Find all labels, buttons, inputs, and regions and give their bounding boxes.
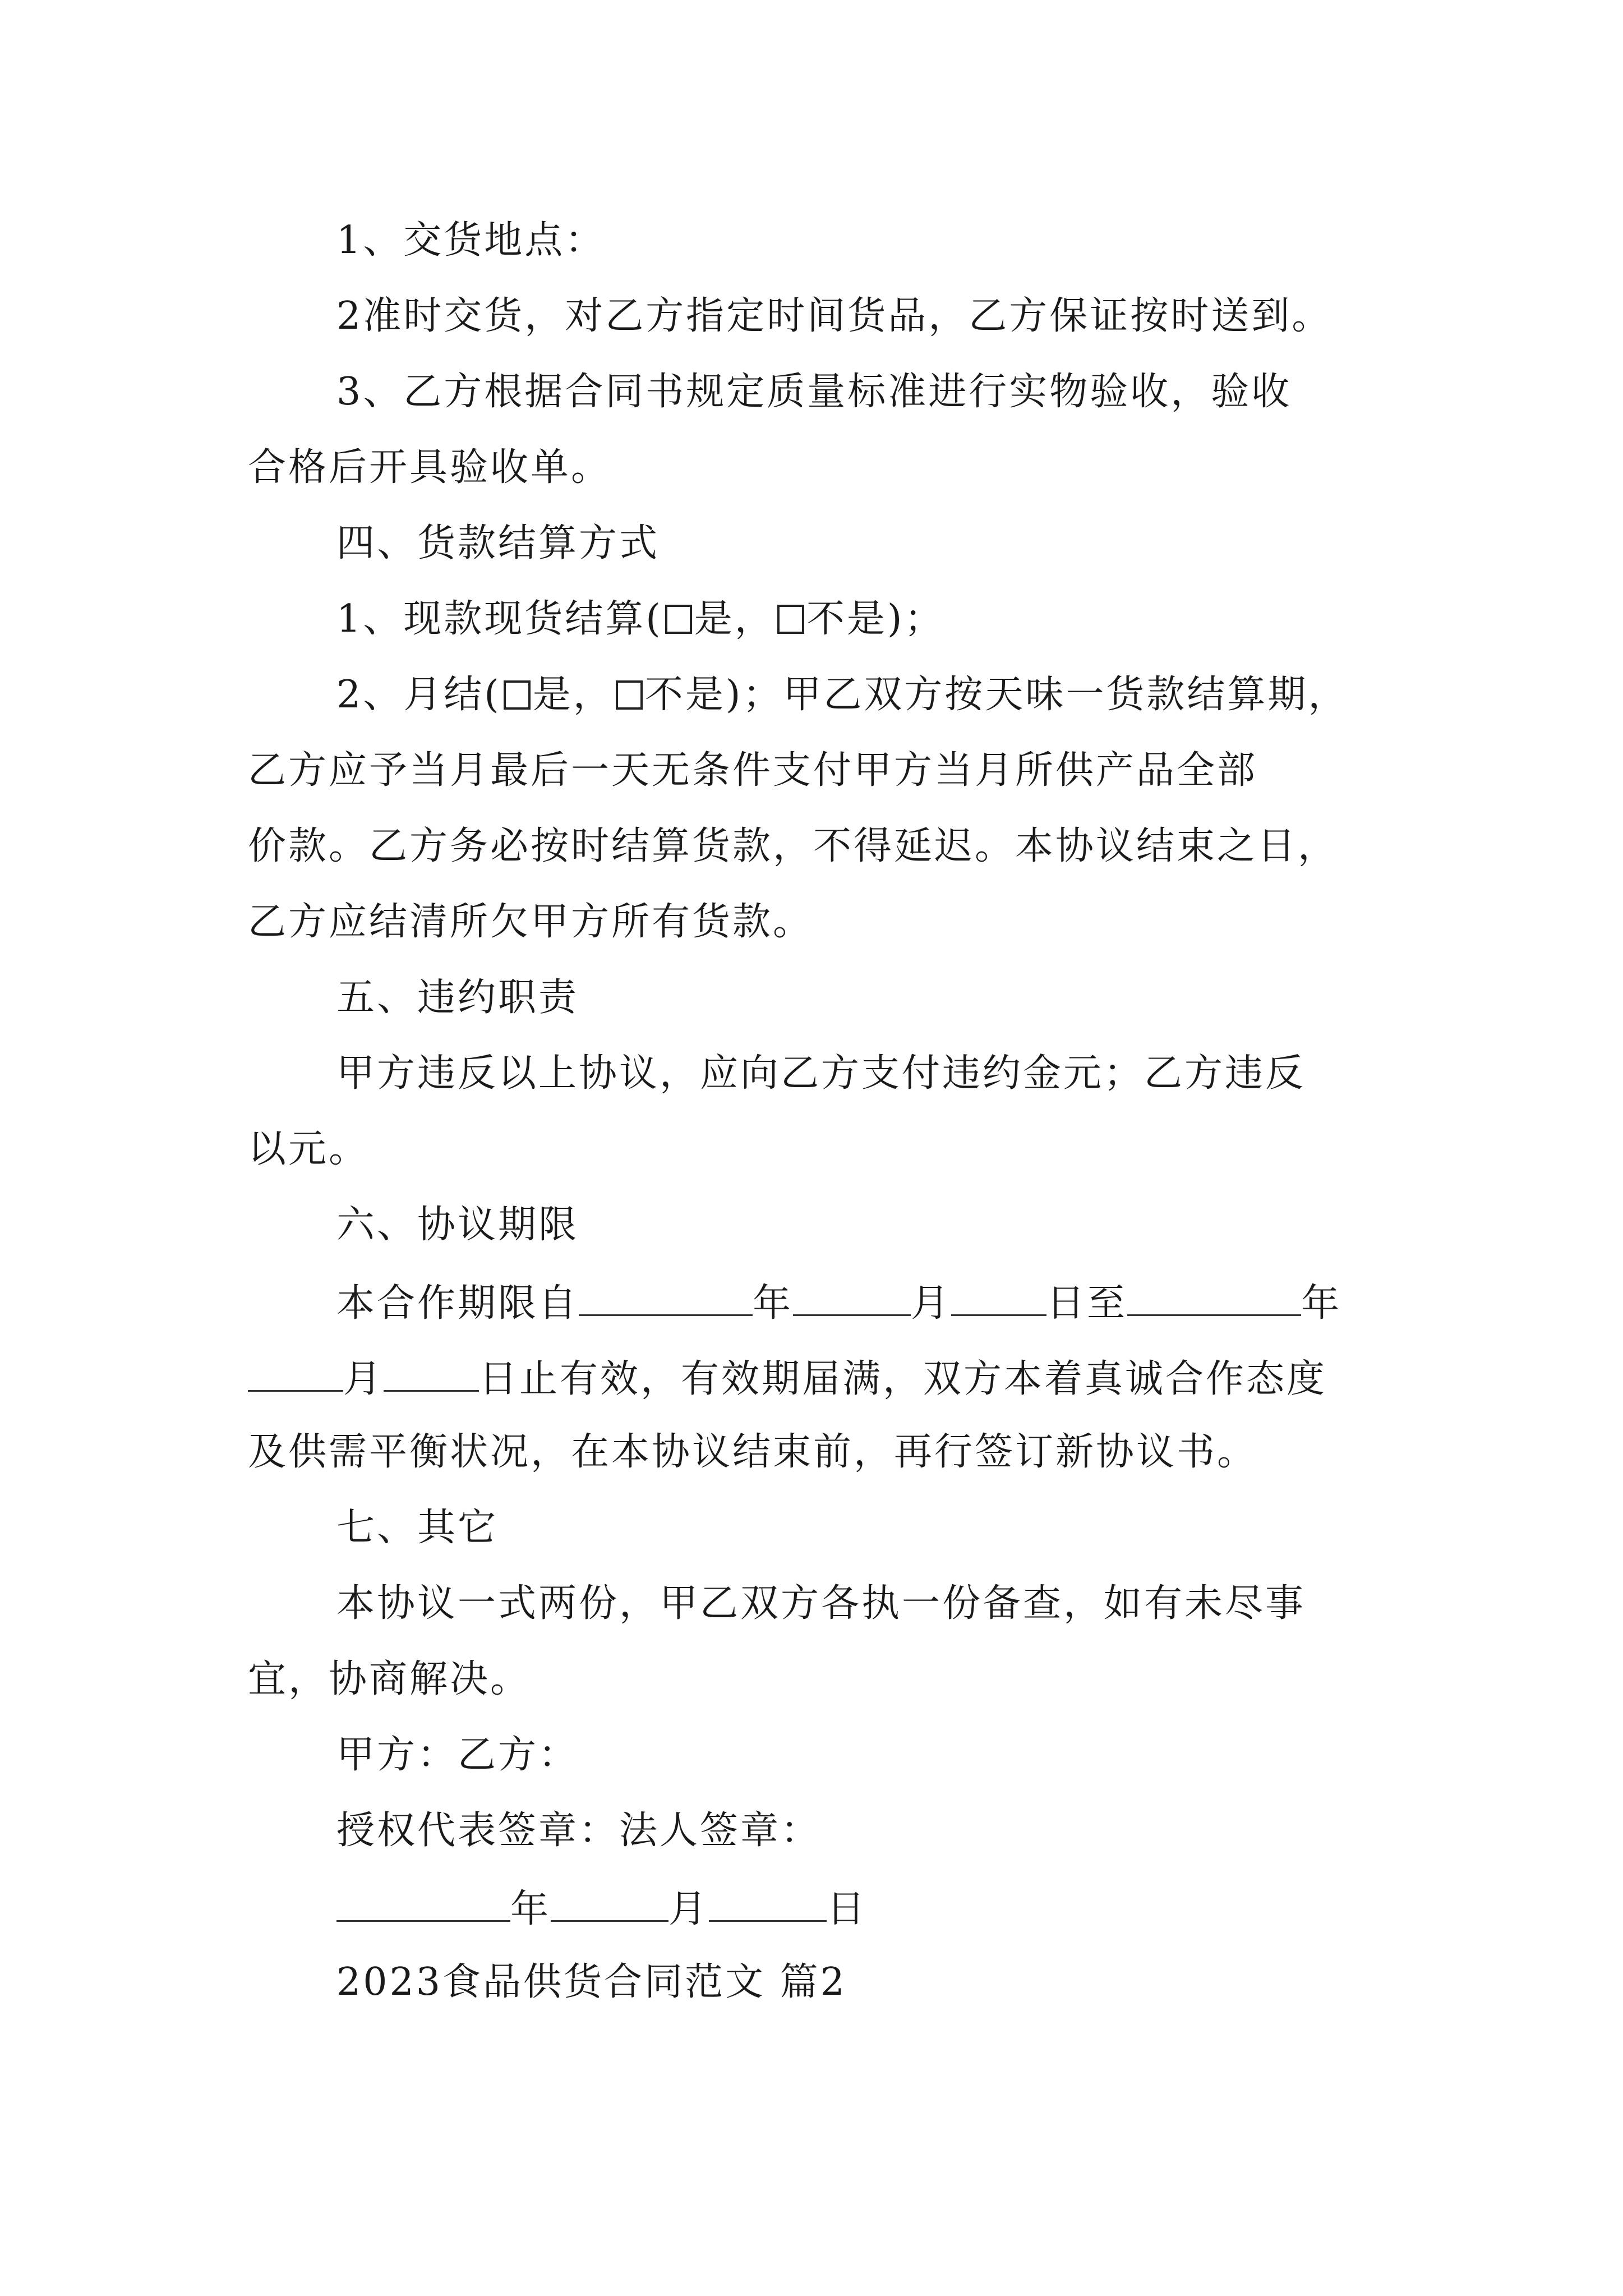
breach-text-line2: 以元。	[248, 1127, 370, 1171]
end-month-label: 月	[343, 1357, 384, 1401]
start-day-to-label: 日至	[1046, 1281, 1128, 1326]
sign-year-blank[interactable]	[336, 1888, 510, 1922]
term-text-line1	[336, 1281, 1342, 1326]
other-text-line1: 本协议一式两份，甲乙双方各执一份备查，如有未尽事	[336, 1581, 1306, 1626]
breach-heading: 五、违约职责	[336, 976, 579, 1020]
cash-settlement-item	[336, 597, 945, 641]
term-start-label: 本合作期限自	[336, 1281, 579, 1326]
cash-settlement-label: 1、现款现货结算(	[336, 597, 663, 641]
signature-date-line	[336, 1888, 867, 1929]
checkbox-no-cash[interactable]	[777, 605, 804, 634]
monthly-settlement-line3: 价款。乙方务必按时结算货款，不得延迟。本协议结束之日，	[248, 824, 1339, 868]
sign-year-label: 年	[510, 1887, 551, 1931]
sign-month-blank[interactable]	[551, 1888, 668, 1922]
checkbox-yes-monthly[interactable]	[504, 680, 531, 710]
acceptance-item-line1: 3、乙方根据合同书规定质量标准进行实物验收，验收	[336, 370, 1292, 414]
monthly-settlement-line1	[336, 673, 1349, 717]
sign-day-label: 日	[827, 1887, 868, 1931]
end-year-blank[interactable]	[1127, 1282, 1301, 1316]
payment-heading: 四、货款结算方式	[336, 521, 660, 565]
checkbox-no-monthly[interactable]	[616, 680, 643, 710]
cash-option-no: 不是)；	[806, 597, 945, 641]
start-day-blank[interactable]	[951, 1282, 1046, 1316]
monthly-settlement-line2: 乙方应予当月最后一天无条件支付甲方当月所供产品全部	[248, 748, 1258, 793]
term-text-line3: 及供需平衡状况，在本协议结束前，再行签订新协议书。	[248, 1430, 1258, 1474]
start-month-blank[interactable]	[793, 1282, 911, 1316]
sign-month-label: 月	[668, 1887, 709, 1931]
other-text-line2: 宜，协商解决。	[248, 1657, 531, 1701]
term-heading: 六、协议期限	[336, 1203, 579, 1247]
monthly-option-no: 不是)；甲乙双方按天味一货款结算期，	[644, 673, 1349, 717]
end-day-blank[interactable]	[384, 1358, 479, 1392]
signature-line: 授权代表签章：法人签章：	[336, 1809, 822, 1853]
end-month-blank[interactable]	[248, 1358, 343, 1392]
term-text-line2	[248, 1357, 1327, 1401]
start-month-label: 月	[911, 1281, 952, 1326]
end-year-label: 年	[1301, 1281, 1342, 1326]
sign-day-blank[interactable]	[709, 1888, 827, 1922]
monthly-option-yes: 是，	[532, 673, 614, 717]
monthly-label: 2、月结(	[336, 673, 501, 717]
delivery-location-item: 1、交货地点：	[336, 218, 606, 263]
cash-option-yes: 是，	[694, 597, 775, 641]
acceptance-item-line2: 合格后开具验收单。	[248, 445, 612, 490]
parties-line: 甲方：乙方：	[336, 1733, 579, 1777]
start-year-label: 年	[753, 1281, 794, 1326]
other-heading: 七、其它	[336, 1506, 499, 1550]
next-section-title: 2023食品供货合同范文 篇2	[336, 1960, 847, 2004]
monthly-settlement-line4: 乙方应结清所欠甲方所有货款。	[248, 900, 814, 944]
checkbox-yes-cash[interactable]	[665, 605, 692, 634]
on-time-delivery-item: 2准时交货，对乙方指定时间货品，乙方保证按时送到。	[336, 294, 1332, 338]
start-year-blank[interactable]	[579, 1282, 753, 1316]
term-validity-text: 日止有效，有效期届满，双方本着真诚合作态度	[479, 1357, 1327, 1401]
breach-text-line1: 甲方违反以上协议，应向乙方支付违约金元；乙方违反	[336, 1051, 1306, 1096]
